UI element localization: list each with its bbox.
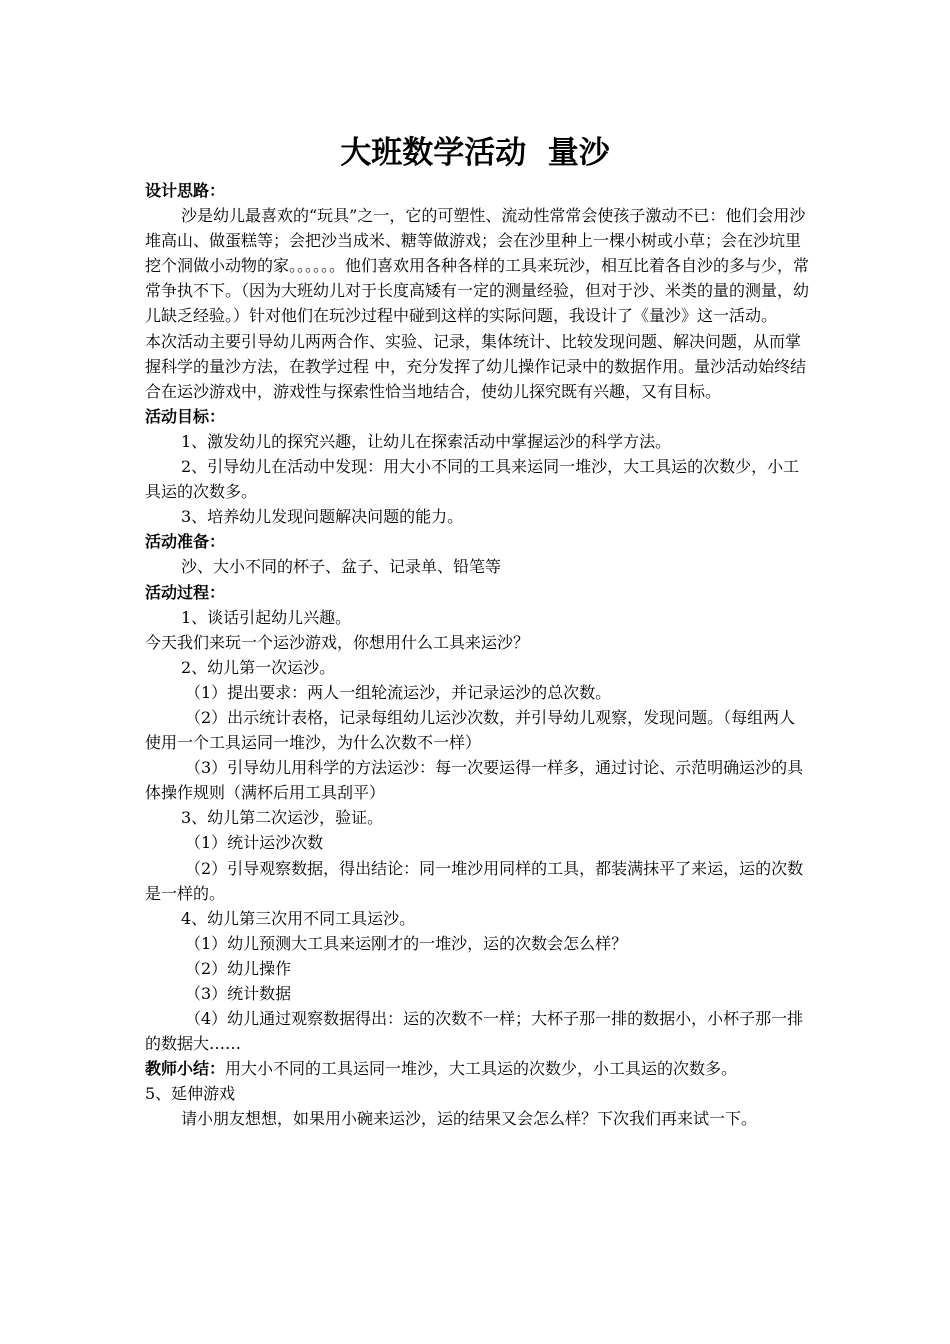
step-2-item-b: （2）出示统计表格，记录每组幼儿运沙次数，并引导幼儿观察，发现问题。（每组两人使用一个工具运同一堆沙，为什么次数不一样） xyxy=(145,707,796,753)
summary-label: 教师小结： xyxy=(145,1059,226,1079)
design-paragraph-1: 沙是幼儿最喜欢的“玩具”之一，它的可塑性、流动性常常会使孩子激动不已：他们会用沙堆高山、做蛋糕等；会把沙当成米、糖等做游戏；会在沙里种上一棵小树或小草；会在沙坑里挖个洞做小动物的家。。。。。。他们喜欢用各种各样的工具来玩沙，相互比着各自沙的多与少，常常争执不下。（因为大班幼儿对于长度高矮有一定的测量经验，但对于沙、米类的量的测量，幼儿缺乏经验。）针对他们在玩沙过程中碰到这样的实际问题，我设计了《量沙》这一活动。 xyxy=(145,206,810,326)
step-3-item-b: （2）引导观察数据，得出结论：同一堆沙用同样的工具，都装满抹平了来运，运的次数是一样的。 xyxy=(145,858,804,903)
step-4-item-b: （2）幼儿操作 xyxy=(185,958,292,978)
step-3-item-a: （1）统计运沙次数 xyxy=(185,833,324,853)
teacher-summary xyxy=(145,1056,810,1081)
step-2-item-c: （3）引导幼儿用科学的方法运沙：每一次要运得一样多，通过讨论、示范明确运沙的具体操作规则（满杯后用工具刮平） xyxy=(145,758,804,803)
goals-heading: 活动目标： xyxy=(145,406,226,426)
document-title: 大班数学活动 量沙 xyxy=(340,135,610,171)
document-body xyxy=(145,178,810,1132)
goal-item-3: 3、培养幼儿发现问题解决问题的能力。 xyxy=(181,507,464,527)
prep-text: 沙、大小不同的杯子、盆子、记录单、铅笔等 xyxy=(181,557,502,577)
design-heading: 设计思路： xyxy=(145,181,226,200)
step-4: 4、幼儿第三次用不同工具运沙。 xyxy=(181,908,416,928)
step-4-item-c: （3）统计数据 xyxy=(185,984,292,1003)
design-paragraph-2: 本次活动主要引导幼儿两两合作、实验、记录，集体统计、比较发现问题、解决问题，从而掌握科学的量沙方法，在教学过程 中，充分发挥了幼儿操作记录中的数据作用。量沙活动始终结合在运沙游戏中，游戏性与探索性恰当地结合，使幼儿探究既有兴趣，又有目标。 xyxy=(145,331,807,401)
step-1-text: 今天我们来玩一个运沙游戏，你想用什么工具来运沙？ xyxy=(145,632,530,652)
goal-item-2: 2、引导幼儿在活动中发现：用大小不同的工具来运同一堆沙，大工具运的次数少，小工具运的次数多。 xyxy=(145,457,800,502)
step-4-item-a: （1）幼儿预测大工具来运刚才的一堆沙，运的次数会怎么样？ xyxy=(185,933,628,953)
step-5: 5、延伸游戏 xyxy=(145,1084,236,1104)
prep-heading: 活动准备： xyxy=(145,532,226,552)
goal-item-1: 1、激发幼儿的探究兴趣，让幼儿在探索活动中掌握运沙的科学方法。 xyxy=(181,431,672,451)
step-4-item-d: （4）幼儿通过观察数据得出：运的次数不一样；大杯子那一排的数据小，小杯子那一排的数据大…… xyxy=(145,1009,804,1054)
step-2: 2、幼儿第一次运沙。 xyxy=(181,657,336,677)
step-3: 3、幼儿第二次运沙，验证。 xyxy=(181,808,384,828)
process-heading: 活动过程： xyxy=(145,582,226,602)
step-2-item-a: （1）提出要求：两人一组轮流运沙，并记录运沙的总次数。 xyxy=(185,682,612,702)
summary-text: 用大小不同的工具运同一堆沙，大工具运的次数少，小工具运的次数多。 xyxy=(225,1059,738,1079)
step-5-text: 请小朋友想想，如果用小碗来运沙，运的结果又会怎么样？下次我们再来试一下。 xyxy=(181,1109,758,1129)
step-1: 1、谈话引起幼儿兴趣。 xyxy=(181,607,352,627)
